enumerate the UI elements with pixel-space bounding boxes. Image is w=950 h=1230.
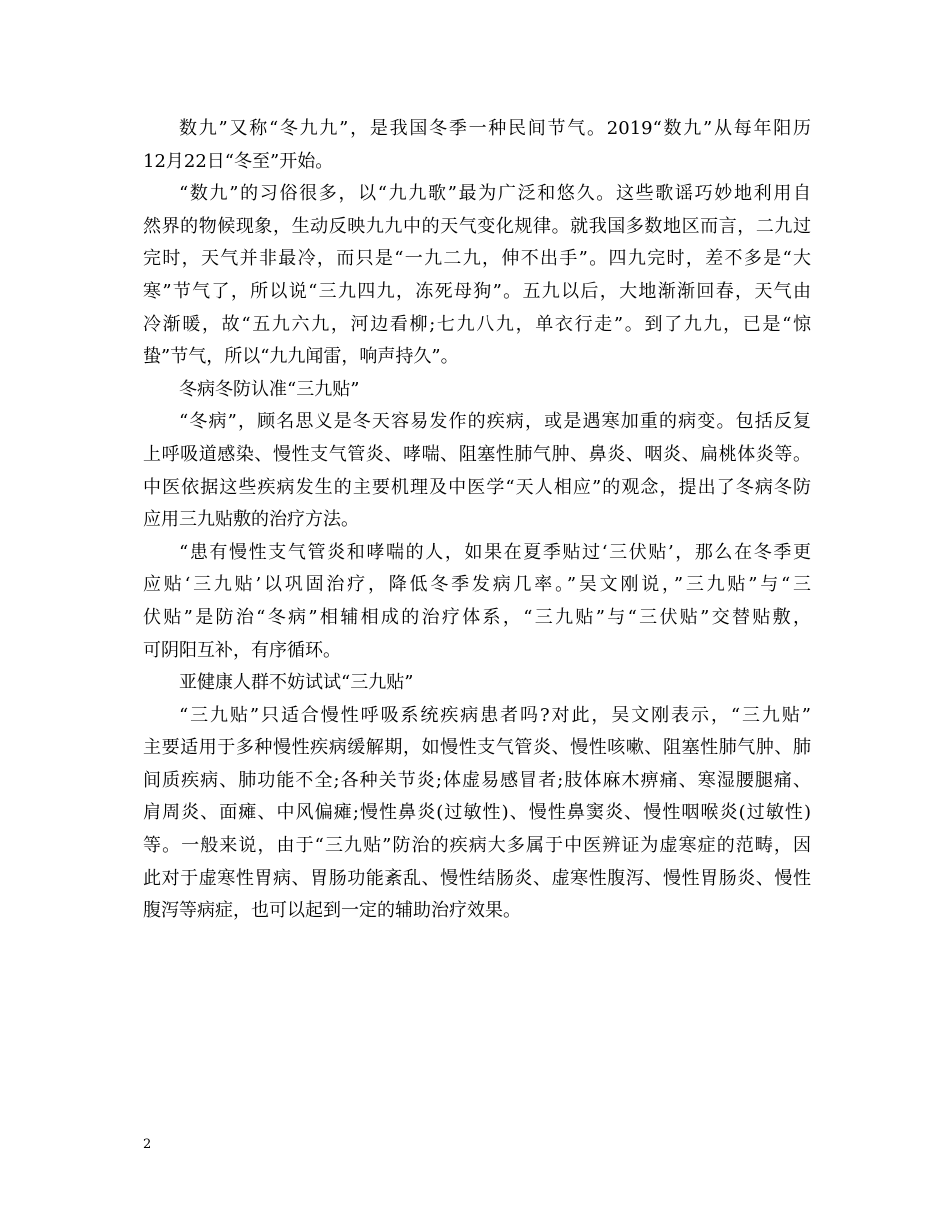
paragraph — [143, 667, 811, 700]
paragraph-line: 应用三九贴敷的治疗方法。 — [143, 509, 359, 531]
paragraph-line: 12月22日“冬至”开始。 — [143, 150, 334, 172]
paragraph — [143, 374, 811, 407]
page-number: 2 — [143, 1137, 152, 1152]
paragraph-line: 然界的物候现象，生动反映九九中的天气变化规律。就我国多数地区而言，二九过 — [143, 215, 811, 237]
paragraph-line: 腹泻等病症，也可以起到一定的辅助治疗效果。 — [143, 900, 521, 922]
paragraph-line: “患有慢性支气管炎和哮喘的人，如果在夏季贴过‘三伏贴’，那么在冬季更 — [179, 541, 811, 563]
paragraph-line: 肩周炎、面瘫、中风偏瘫;慢性鼻炎(过敏性)、慢性鼻窦炎、慢性咽喉炎(过敏性) — [143, 802, 811, 824]
paragraph-line: 完时，天气并非最冷，而只是“一九二九，伸不出手”。四九完时，差不多是“大 — [143, 248, 811, 270]
paragraph-line: 冬病冬防认准“三九贴” — [179, 378, 360, 400]
paragraph — [143, 178, 811, 374]
paragraph-line: 间质疾病、肺功能不全;各种关节炎;体虚易感冒者;肢体麻木痹痛、寒湿腰腿痛、 — [143, 769, 811, 791]
paragraph-line: 此对于虚寒性胃病、胃肠功能紊乱、慢性结肠炎、虚寒性腹泻、慢性胃肠炎、慢性 — [143, 867, 811, 889]
paragraph-line: 亚健康人群不妨试试“三九贴” — [179, 672, 414, 694]
paragraph-line: 等。一般来说，由于“三九贴”防治的疾病大多属于中医辨证为虚寒症的范畴，因 — [143, 835, 811, 857]
paragraph-line: 蛰”节气，所以“九九闻雷，响声持久”。 — [143, 346, 459, 368]
paragraph-line: 寒”节气了，所以说“三九四九，冻死母狗”。五九以后，大地渐渐回春，天气由 — [143, 280, 811, 302]
paragraph-line: “三九贴”只适合慢性呼吸系统疾病患者吗?对此，吴文刚表示，“三九贴” — [179, 704, 811, 726]
paragraph-line: 可阴阳互补，有序循环。 — [143, 639, 341, 661]
paragraph — [143, 700, 811, 928]
paragraph — [143, 113, 811, 178]
paragraph-line: 主要适用于多种慢性疾病缓解期，如慢性支气管炎、慢性咳嗽、阻塞性肺气肿、肺 — [143, 737, 811, 759]
paragraph-line: 伏贴”是防治“冬病”相辅相成的治疗体系，“三九贴”与“三伏贴”交替贴敷， — [143, 606, 811, 628]
paragraph — [143, 537, 811, 667]
paragraph-line: 数九”又称“冬九九”，是我国冬季一种民间节气。2019“数九”从每年阳历 — [179, 118, 811, 139]
document-body — [143, 113, 811, 928]
paragraph-line: 应贴‘三九贴’以巩固治疗，降低冬季发病几率。”吴文刚说，”三九贴”与“三 — [143, 574, 811, 596]
paragraph-line: 中医依据这些疾病发生的主要机理及中医学“天人相应”的观念，提出了冬病冬防 — [143, 476, 811, 498]
paragraph-line: 冷渐暖，故“五九六九，河边看柳;七九八九，单衣行走”。到了九九，已是“惊 — [143, 313, 811, 335]
paragraph-line: “数九”的习俗很多，以“九九歌”最为广泛和悠久。这些歌谣巧妙地利用自 — [179, 183, 811, 205]
paragraph-line: 上呼吸道感染、慢性支气管炎、哮喘、阻塞性肺气肿、鼻炎、咽炎、扁桃体炎等。 — [143, 443, 811, 465]
paragraph-line: “冬病”，顾名思义是冬天容易发作的疾病，或是遇寒加重的病变。包括反复 — [179, 411, 811, 433]
paragraph — [143, 406, 811, 536]
